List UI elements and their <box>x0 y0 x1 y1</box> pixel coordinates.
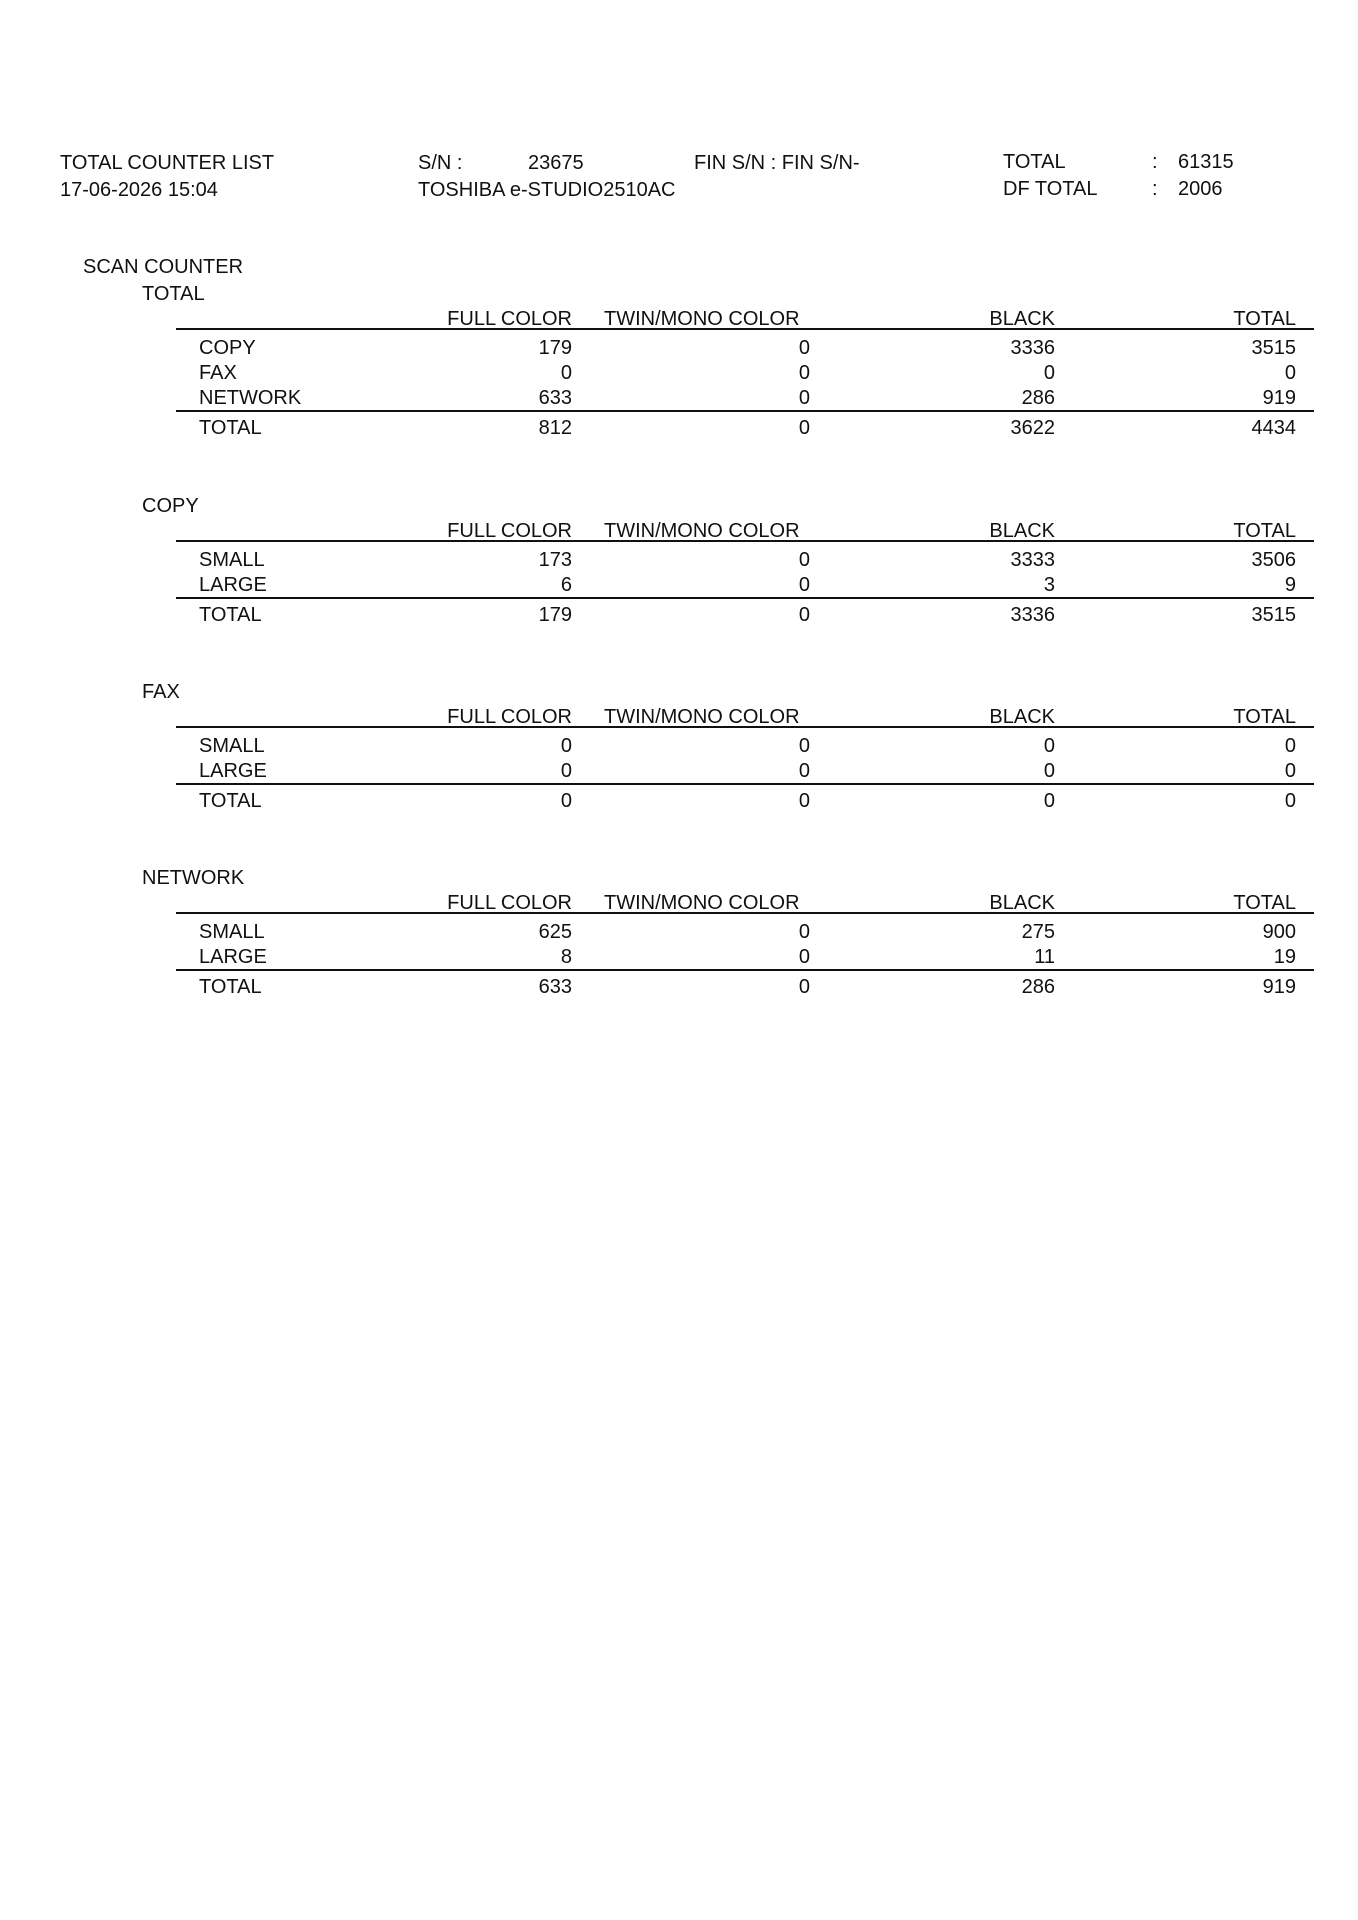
black-value: 0 <box>1043 735 1055 757</box>
column-header-twin-mono: TWIN/MONO COLOR <box>604 706 800 728</box>
serial-number-label: S/N : <box>418 152 463 174</box>
full-color-value: 8 <box>560 946 572 968</box>
full-color-value: 0 <box>560 735 572 757</box>
row-label: LARGE <box>199 760 267 782</box>
table-row <box>0 550 1358 574</box>
total-value: 0 <box>1284 735 1296 757</box>
column-header-black: BLACK <box>989 892 1055 914</box>
serial-number-value: 23675 <box>528 152 584 174</box>
report-datetime: 17-06-2026 15:04 <box>60 179 218 201</box>
row-label: TOTAL <box>199 604 262 626</box>
full-color-value: 0 <box>560 790 572 812</box>
table-row <box>0 947 1358 971</box>
scan-counter-title: SCAN COUNTER <box>83 256 244 278</box>
black-value: 3333 <box>1010 549 1055 571</box>
total-value: 4434 <box>1251 417 1296 439</box>
total-value: 0 <box>1284 362 1296 384</box>
row-label: LARGE <box>199 946 267 968</box>
table-row <box>0 575 1358 599</box>
table-row <box>0 736 1358 760</box>
row-label: TOTAL <box>199 417 262 439</box>
twin-mono-value: 0 <box>798 362 810 384</box>
header-rule <box>176 328 1314 330</box>
column-header-twin-mono: TWIN/MONO COLOR <box>604 308 800 330</box>
black-value: 11 <box>1034 946 1055 968</box>
header-rule <box>176 540 1314 542</box>
total-value: 0 <box>1284 760 1296 782</box>
column-header-total: TOTAL <box>1233 706 1296 728</box>
column-header-full-color: FULL COLOR <box>447 308 572 330</box>
column-header-black: BLACK <box>989 706 1055 728</box>
section-title: TOTAL <box>142 283 205 305</box>
report-title: TOTAL COUNTER LIST <box>60 152 275 174</box>
black-value: 0 <box>1043 760 1055 782</box>
row-label: TOTAL <box>199 790 262 812</box>
twin-mono-value: 0 <box>798 735 810 757</box>
black-value: 275 <box>1021 921 1055 943</box>
twin-mono-value: 0 <box>798 976 810 998</box>
twin-mono-value: 0 <box>798 549 810 571</box>
column-header-total: TOTAL <box>1233 520 1296 542</box>
total-rule <box>176 597 1314 599</box>
total-row <box>0 418 1358 442</box>
table-row <box>0 338 1358 362</box>
twin-mono-value: 0 <box>798 417 810 439</box>
total-rule <box>176 969 1314 971</box>
total-rule <box>176 410 1314 412</box>
column-header-twin-mono: TWIN/MONO COLOR <box>604 892 800 914</box>
twin-mono-value: 0 <box>798 946 810 968</box>
black-value: 286 <box>1021 976 1055 998</box>
full-color-value: 179 <box>538 604 572 626</box>
header-rule <box>176 912 1314 914</box>
column-header-full-color: FULL COLOR <box>447 706 572 728</box>
total-rule <box>176 783 1314 785</box>
black-value: 286 <box>1021 387 1055 409</box>
twin-mono-value: 0 <box>798 387 810 409</box>
total-value: 19 <box>1273 946 1296 968</box>
row-label: NETWORK <box>199 387 302 409</box>
total-value: 3506 <box>1251 549 1296 571</box>
black-value: 0 <box>1043 790 1055 812</box>
table-row <box>0 761 1358 785</box>
twin-mono-value: 0 <box>798 790 810 812</box>
twin-mono-value: 0 <box>798 337 810 359</box>
section-title: FAX <box>142 681 180 703</box>
section-title: COPY <box>142 495 199 517</box>
full-color-value: 633 <box>538 976 572 998</box>
row-label: SMALL <box>199 921 265 943</box>
black-value: 3336 <box>1010 337 1055 359</box>
grand-total-colon: : <box>1152 151 1158 173</box>
total-value: 3515 <box>1251 337 1296 359</box>
total-value: 0 <box>1284 790 1296 812</box>
df-total-colon: : <box>1152 178 1158 200</box>
full-color-value: 6 <box>560 574 572 596</box>
column-header-full-color: FULL COLOR <box>447 892 572 914</box>
full-color-value: 625 <box>538 921 572 943</box>
full-color-value: 812 <box>538 417 572 439</box>
black-value: 3 <box>1043 574 1055 596</box>
twin-mono-value: 0 <box>798 604 810 626</box>
column-header-total: TOTAL <box>1233 308 1296 330</box>
column-header-black: BLACK <box>989 520 1055 542</box>
row-label: SMALL <box>199 549 265 571</box>
row-label: SMALL <box>199 735 265 757</box>
column-header-total: TOTAL <box>1233 892 1296 914</box>
grand-total-label: TOTAL <box>1003 151 1066 173</box>
finisher-serial: FIN S/N : FIN S/N- <box>694 152 860 174</box>
black-value: 3336 <box>1010 604 1055 626</box>
full-color-value: 0 <box>560 362 572 384</box>
full-color-value: 0 <box>560 760 572 782</box>
full-color-value: 173 <box>538 549 572 571</box>
column-header-full-color: FULL COLOR <box>447 520 572 542</box>
total-value: 3515 <box>1251 604 1296 626</box>
total-row <box>0 977 1358 1001</box>
column-header-black: BLACK <box>989 308 1055 330</box>
twin-mono-value: 0 <box>798 921 810 943</box>
row-label: COPY <box>199 337 256 359</box>
table-row <box>0 922 1358 946</box>
total-value: 900 <box>1262 921 1296 943</box>
df-total-value: 2006 <box>1178 178 1223 200</box>
twin-mono-value: 0 <box>798 574 810 596</box>
total-value: 919 <box>1262 976 1296 998</box>
total-row <box>0 791 1358 815</box>
row-label: TOTAL <box>199 976 262 998</box>
total-value: 919 <box>1262 387 1296 409</box>
grand-total-value: 61315 <box>1178 151 1234 173</box>
total-value: 9 <box>1284 574 1296 596</box>
total-row <box>0 605 1358 629</box>
full-color-value: 179 <box>538 337 572 359</box>
row-label: FAX <box>199 362 237 384</box>
table-row <box>0 388 1358 412</box>
black-value: 3622 <box>1010 417 1055 439</box>
df-total-label: DF TOTAL <box>1003 178 1098 200</box>
twin-mono-value: 0 <box>798 760 810 782</box>
full-color-value: 633 <box>538 387 572 409</box>
row-label: LARGE <box>199 574 267 596</box>
table-row <box>0 363 1358 387</box>
black-value: 0 <box>1043 362 1055 384</box>
header-rule <box>176 726 1314 728</box>
section-title: NETWORK <box>142 867 245 889</box>
device-model: TOSHIBA e-STUDIO2510AC <box>418 179 676 201</box>
column-header-twin-mono: TWIN/MONO COLOR <box>604 520 800 542</box>
